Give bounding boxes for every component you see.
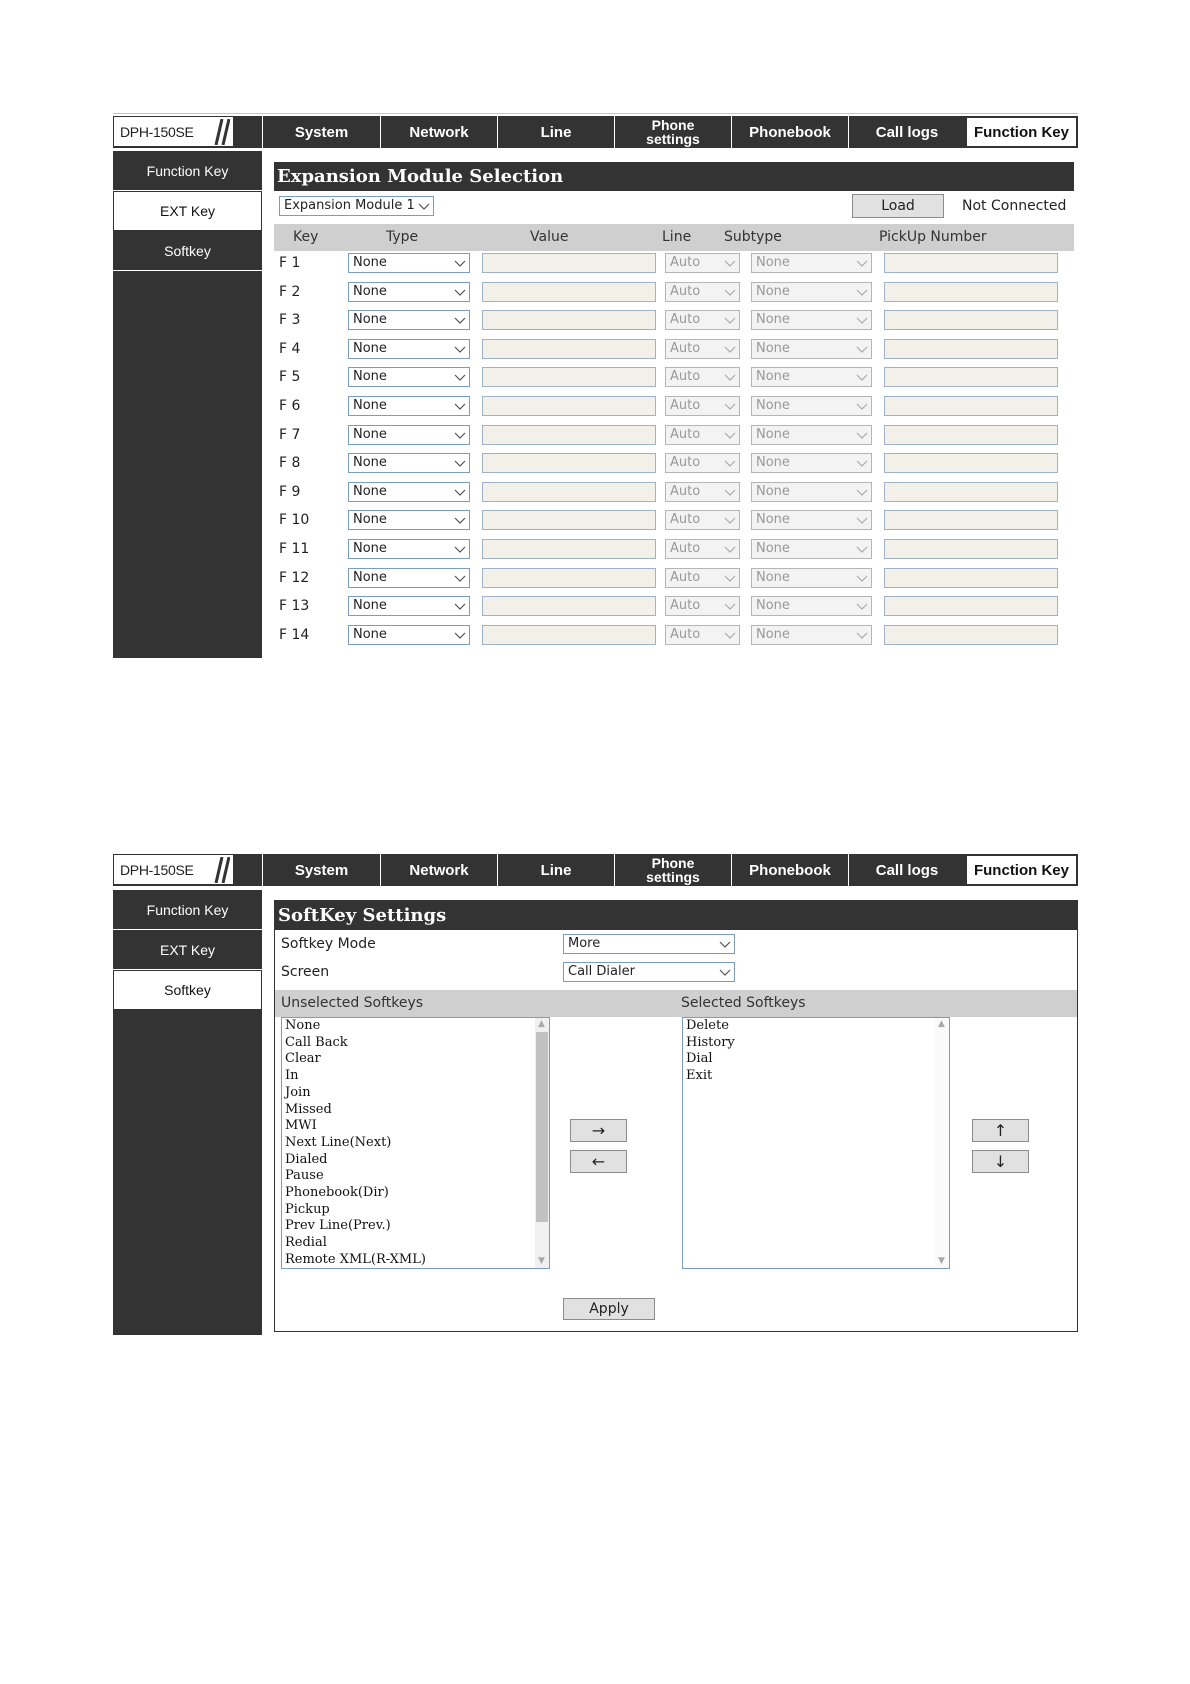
- line-select-value: Auto: [670, 512, 701, 528]
- scrollbar-thumb[interactable]: [536, 1032, 548, 1222]
- header-subtype: Subtype: [724, 229, 782, 245]
- chevron-down-icon: [454, 286, 466, 298]
- row-key-label: F 10: [279, 512, 310, 529]
- row-key-label: F 11: [279, 541, 310, 557]
- chevron-down-icon: [724, 629, 736, 641]
- selected-softkeys-list[interactable]: [682, 1017, 950, 1269]
- selected-options: [683, 1018, 949, 1085]
- top-navigation: [113, 852, 1078, 890]
- chevron-down-icon: [454, 371, 466, 383]
- chevron-down-icon: [454, 314, 466, 326]
- row-key-label: F 14: [279, 626, 310, 643]
- type-select[interactable]: [348, 539, 470, 559]
- logo: [113, 854, 262, 886]
- scroll-down-icon[interactable]: ▼: [538, 1256, 545, 1266]
- chevron-down-icon: [856, 343, 868, 355]
- chevron-down-icon: [856, 429, 868, 441]
- logo-slash-icon: [206, 857, 230, 883]
- subtype-select-value: None: [756, 598, 790, 614]
- tab-call-logs[interactable]: Call logs: [848, 116, 965, 148]
- value-input[interactable]: [482, 310, 656, 330]
- chevron-down-icon: [856, 600, 868, 612]
- line-select[interactable]: [665, 625, 740, 645]
- type-select-value: None: [353, 626, 387, 642]
- type-select-value: None: [353, 340, 387, 356]
- subtype-select[interactable]: [751, 596, 872, 616]
- tab-line[interactable]: Line: [497, 116, 614, 148]
- pickup-number-input[interactable]: [884, 625, 1058, 645]
- unselected-softkey-option[interactable]: Clear: [285, 1051, 321, 1067]
- pickup-number-input[interactable]: [884, 310, 1058, 330]
- type-select[interactable]: [348, 568, 470, 588]
- sidebar-item-softkey[interactable]: Softkey: [113, 231, 262, 271]
- line-select[interactable]: [665, 282, 740, 302]
- sidebar: [113, 890, 262, 1335]
- type-select-value: None: [353, 598, 387, 614]
- type-select[interactable]: [348, 367, 470, 387]
- unselected-softkey-option[interactable]: Next Line(Next): [285, 1134, 392, 1150]
- value-input[interactable]: [482, 425, 656, 445]
- chevron-down-icon: [454, 400, 466, 412]
- pickup-number-input[interactable]: [884, 425, 1058, 445]
- subtype-select-value: None: [756, 626, 790, 642]
- chevron-down-icon: [724, 600, 736, 612]
- logo-text: DPH-150SE: [120, 124, 194, 140]
- value-input[interactable]: [482, 539, 656, 559]
- type-select-value: None: [353, 255, 387, 270]
- type-select[interactable]: [348, 425, 470, 445]
- expansion-module-value: Expansion Module 1: [284, 198, 415, 213]
- value-input[interactable]: [482, 625, 656, 645]
- subtype-select-value: None: [756, 426, 790, 442]
- type-select[interactable]: [348, 453, 470, 473]
- unselected-softkeys-label: Unselected Softkeys: [281, 995, 424, 1011]
- value-input[interactable]: [482, 510, 656, 530]
- chevron-down-icon: [724, 371, 736, 383]
- selected-softkey-option[interactable]: History: [686, 1034, 735, 1050]
- line-select-value: Auto: [670, 483, 701, 499]
- softkey-mode-select[interactable]: [563, 934, 735, 954]
- selected-softkey-option[interactable]: Dial: [686, 1051, 713, 1067]
- pickup-number-input[interactable]: [884, 482, 1058, 502]
- subtype-select[interactable]: [751, 425, 872, 445]
- nav-tabs: [262, 854, 1078, 886]
- scrollbar[interactable]: [935, 1018, 949, 1268]
- chevron-down-icon: [856, 400, 868, 412]
- tab-network[interactable]: Network: [380, 854, 497, 886]
- chevron-down-icon: [724, 343, 736, 355]
- line-select-value: Auto: [670, 426, 701, 442]
- type-select-value: None: [353, 369, 387, 385]
- softkey-screen: [113, 852, 1078, 1335]
- subtype-select[interactable]: [751, 453, 872, 473]
- line-select-value: Auto: [670, 255, 701, 270]
- unselected-softkey-option[interactable]: Call Back: [285, 1034, 348, 1050]
- unselected-softkey-option[interactable]: Redial: [285, 1235, 327, 1251]
- nav-tabs: [262, 116, 1078, 148]
- pickup-number-input[interactable]: [884, 253, 1058, 273]
- softkey-mode-label: Softkey Mode: [281, 936, 376, 952]
- line-select-value: Auto: [670, 541, 701, 556]
- chevron-down-icon: [454, 600, 466, 612]
- header-value: Value: [530, 229, 569, 245]
- unselected-softkeys-list[interactable]: [281, 1017, 550, 1269]
- scroll-up-icon[interactable]: ▲: [538, 1019, 545, 1029]
- line-select[interactable]: [665, 425, 740, 445]
- chevron-down-icon: [856, 572, 868, 584]
- line-select[interactable]: [665, 367, 740, 387]
- logo: [113, 116, 262, 148]
- screen-value: Call Dialer: [568, 964, 635, 979]
- type-select[interactable]: [348, 625, 470, 645]
- line-select[interactable]: [665, 482, 740, 502]
- softkey-settings-panel: [274, 900, 1078, 1332]
- type-select-value: None: [353, 398, 387, 413]
- subtype-select-value: None: [756, 255, 790, 270]
- sidebar-item-function-key[interactable]: Function Key: [113, 151, 262, 191]
- type-select[interactable]: [348, 482, 470, 502]
- chevron-down-icon: [454, 514, 466, 526]
- tab-phone-settings[interactable]: Phone settings: [614, 854, 731, 886]
- unselected-softkey-option[interactable]: Missed: [285, 1101, 332, 1117]
- line-select-value: Auto: [670, 626, 701, 642]
- tab-function-key[interactable]: Function Key: [965, 854, 1078, 886]
- subtype-select-value: None: [756, 569, 790, 585]
- chevron-down-icon: [724, 543, 736, 555]
- value-input[interactable]: [482, 568, 656, 588]
- chevron-down-icon: [724, 514, 736, 526]
- chevron-down-icon: [719, 938, 731, 950]
- line-select[interactable]: [665, 453, 740, 473]
- subtype-select[interactable]: [751, 568, 872, 588]
- tab-system[interactable]: System: [262, 116, 380, 148]
- unselected-softkey-option[interactable]: Prev Line(Prev.): [285, 1218, 391, 1234]
- type-select[interactable]: [348, 339, 470, 359]
- chevron-down-icon: [724, 486, 736, 498]
- row-key-label: F 8: [279, 455, 301, 472]
- subtype-select[interactable]: [751, 482, 872, 502]
- value-input[interactable]: [482, 339, 656, 359]
- type-select[interactable]: [348, 310, 470, 330]
- subtype-select[interactable]: [751, 510, 872, 530]
- pickup-number-input[interactable]: [884, 596, 1058, 616]
- tab-function-key[interactable]: Function Key: [965, 116, 1078, 148]
- move-down-button[interactable]: ↓: [972, 1150, 1029, 1173]
- row-key-label: F 5: [279, 369, 301, 386]
- scroll-up-icon[interactable]: ▲: [938, 1019, 945, 1029]
- subtype-select[interactable]: [751, 396, 872, 416]
- chevron-down-icon: [454, 457, 466, 469]
- pickup-number-input[interactable]: [884, 396, 1058, 416]
- line-select[interactable]: [665, 596, 740, 616]
- selected-softkeys-label: Selected Softkeys: [681, 995, 806, 1011]
- unselected-softkey-option[interactable]: Phonebook(Dir): [285, 1185, 389, 1201]
- logo-text: DPH-150SE: [120, 862, 194, 878]
- softkey-mode-value: More: [568, 936, 601, 951]
- sidebar: [113, 151, 262, 658]
- unselected-softkey-option[interactable]: Pickup: [285, 1201, 330, 1217]
- scroll-down-icon[interactable]: ▼: [938, 1256, 945, 1266]
- chevron-down-icon: [724, 429, 736, 441]
- type-select-value: None: [353, 541, 387, 556]
- tab-call-logs[interactable]: Call logs: [848, 854, 965, 886]
- tab-phone-settings[interactable]: Phone settings: [614, 116, 731, 148]
- subtype-select[interactable]: [751, 339, 872, 359]
- line-select-value: Auto: [670, 398, 701, 413]
- softkey-list-header: [275, 990, 1077, 1017]
- chevron-down-icon: [856, 314, 868, 326]
- subtype-select[interactable]: [751, 625, 872, 645]
- subtype-select-value: None: [756, 512, 790, 528]
- logo-block: [233, 117, 261, 146]
- logo-slash-icon: [206, 119, 230, 145]
- type-select-value: None: [353, 512, 387, 528]
- connection-status: Not Connected: [962, 198, 1067, 214]
- unselected-softkey-option[interactable]: Remote XML(R-XML): [285, 1251, 426, 1267]
- subtype-select[interactable]: [751, 282, 872, 302]
- header-key: Key: [293, 229, 319, 245]
- panel-title: Expansion Module Selection: [274, 162, 1074, 191]
- type-select[interactable]: [348, 510, 470, 530]
- chevron-down-icon: [724, 286, 736, 298]
- selected-softkey-option[interactable]: Delete: [686, 1018, 729, 1033]
- chevron-down-icon: [454, 486, 466, 498]
- row-key-label: F 1: [279, 255, 301, 271]
- subtype-select[interactable]: [751, 310, 872, 330]
- scrollbar[interactable]: [535, 1018, 549, 1268]
- line-select-value: Auto: [670, 569, 701, 585]
- row-key-label: F 9: [279, 483, 301, 500]
- type-select[interactable]: [348, 253, 470, 273]
- row-key-label: F 3: [279, 312, 301, 329]
- line-select[interactable]: [665, 568, 740, 588]
- ext-key-screen: [113, 113, 1078, 658]
- type-select-value: None: [353, 569, 387, 585]
- top-navigation: [113, 113, 1078, 152]
- selected-softkey-option[interactable]: Exit: [686, 1068, 713, 1084]
- line-select-value: Auto: [670, 369, 701, 385]
- unselected-softkey-option[interactable]: Join: [285, 1084, 311, 1100]
- row-key-label: F 6: [279, 398, 301, 414]
- row-key-label: F 2: [279, 283, 301, 300]
- line-select[interactable]: [665, 253, 740, 273]
- value-input[interactable]: [482, 253, 656, 273]
- chevron-down-icon: [454, 257, 466, 269]
- value-input[interactable]: [482, 482, 656, 502]
- chevron-down-icon: [724, 457, 736, 469]
- move-right-button[interactable]: →: [570, 1119, 627, 1142]
- chevron-down-icon: [856, 486, 868, 498]
- subtype-select-value: None: [756, 312, 790, 328]
- type-select-value: None: [353, 483, 387, 499]
- table-header: [274, 224, 1074, 251]
- value-input[interactable]: [482, 282, 656, 302]
- pickup-number-input[interactable]: [884, 282, 1058, 302]
- unselected-softkey-option[interactable]: In: [285, 1068, 299, 1084]
- type-select-value: None: [353, 426, 387, 442]
- chevron-down-icon: [454, 572, 466, 584]
- line-select-value: Auto: [670, 455, 701, 471]
- unselected-softkey-option[interactable]: Dialed: [285, 1151, 328, 1167]
- line-select-value: Auto: [670, 283, 701, 299]
- unselected-softkey-option[interactable]: None: [285, 1018, 321, 1033]
- row-key-label: F 7: [279, 426, 301, 443]
- unselected-softkey-option[interactable]: MWI: [285, 1118, 317, 1134]
- chevron-down-icon: [856, 257, 868, 269]
- unselected-options: [282, 1018, 549, 1269]
- value-input[interactable]: [482, 367, 656, 387]
- chevron-down-icon: [856, 371, 868, 383]
- expansion-module-select[interactable]: [279, 196, 434, 216]
- chevron-down-icon: [418, 200, 430, 212]
- expansion-module-panel: [274, 162, 1074, 658]
- line-select-value: Auto: [670, 598, 701, 614]
- line-select[interactable]: [665, 339, 740, 359]
- pickup-number-input[interactable]: [884, 539, 1058, 559]
- chevron-down-icon: [856, 514, 868, 526]
- subtype-select-value: None: [756, 283, 790, 299]
- tab-phonebook[interactable]: Phonebook: [731, 116, 848, 148]
- tab-system[interactable]: System: [262, 854, 380, 886]
- sidebar-item-ext-key[interactable]: EXT Key: [113, 930, 262, 970]
- screen-label: Screen: [281, 964, 330, 980]
- line-select[interactable]: [665, 510, 740, 530]
- row-key-label: F 12: [279, 569, 310, 586]
- value-input[interactable]: [482, 453, 656, 473]
- subtype-select[interactable]: [751, 367, 872, 387]
- subtype-select-value: None: [756, 483, 790, 499]
- subtype-select[interactable]: [751, 539, 872, 559]
- value-input[interactable]: [482, 396, 656, 416]
- pickup-number-input[interactable]: [884, 568, 1058, 588]
- load-button[interactable]: Load: [852, 194, 944, 218]
- chevron-down-icon: [856, 286, 868, 298]
- subtype-select-value: None: [756, 541, 790, 556]
- unselected-softkey-option[interactable]: Pause: [285, 1168, 324, 1184]
- chevron-down-icon: [856, 629, 868, 641]
- sidebar-item-softkey[interactable]: Softkey: [113, 970, 262, 1010]
- sidebar-item-ext-key[interactable]: EXT Key: [113, 191, 262, 231]
- type-select-value: None: [353, 283, 387, 299]
- type-select-value: None: [353, 312, 387, 328]
- type-select[interactable]: [348, 596, 470, 616]
- type-select[interactable]: [348, 282, 470, 302]
- type-select[interactable]: [348, 396, 470, 416]
- line-select[interactable]: [665, 539, 740, 559]
- pickup-number-input[interactable]: [884, 339, 1058, 359]
- row-key-label: F 4: [279, 340, 301, 357]
- pickup-number-input[interactable]: [884, 453, 1058, 473]
- sidebar-item-function-key[interactable]: Function Key: [113, 890, 262, 930]
- logo-block: [233, 855, 261, 884]
- subtype-select-value: None: [756, 340, 790, 356]
- line-select-value: Auto: [670, 312, 701, 328]
- header-line: Line: [662, 229, 692, 245]
- chevron-down-icon: [454, 343, 466, 355]
- subtype-select-value: None: [756, 398, 790, 413]
- tab-phonebook[interactable]: Phonebook: [731, 854, 848, 886]
- move-left-button[interactable]: ←: [570, 1150, 627, 1173]
- chevron-down-icon: [454, 543, 466, 555]
- subtype-select-value: None: [756, 369, 790, 385]
- chevron-down-icon: [856, 457, 868, 469]
- tab-network[interactable]: Network: [380, 116, 497, 148]
- type-select-value: None: [353, 455, 387, 471]
- chevron-down-icon: [724, 314, 736, 326]
- chevron-down-icon: [454, 429, 466, 441]
- pickup-number-input[interactable]: [884, 367, 1058, 387]
- line-select[interactable]: [665, 310, 740, 330]
- subtype-select-value: None: [756, 455, 790, 471]
- line-select-value: Auto: [670, 340, 701, 356]
- panel-title: SoftKey Settings: [275, 901, 1077, 930]
- tab-line[interactable]: Line: [497, 854, 614, 886]
- apply-button[interactable]: Apply: [563, 1298, 655, 1320]
- header-type: Type: [386, 229, 419, 245]
- pickup-number-input[interactable]: [884, 510, 1058, 530]
- chevron-down-icon: [719, 966, 731, 978]
- value-input[interactable]: [482, 596, 656, 616]
- subtype-select[interactable]: [751, 253, 872, 273]
- screen-select[interactable]: [563, 962, 735, 982]
- line-select[interactable]: [665, 396, 740, 416]
- chevron-down-icon: [454, 629, 466, 641]
- chevron-down-icon: [724, 400, 736, 412]
- chevron-down-icon: [724, 572, 736, 584]
- move-up-button[interactable]: ↑: [972, 1119, 1029, 1142]
- row-key-label: F 13: [279, 598, 310, 615]
- header-pickup-number: PickUp Number: [879, 229, 987, 245]
- chevron-down-icon: [724, 257, 736, 269]
- chevron-down-icon: [856, 543, 868, 555]
